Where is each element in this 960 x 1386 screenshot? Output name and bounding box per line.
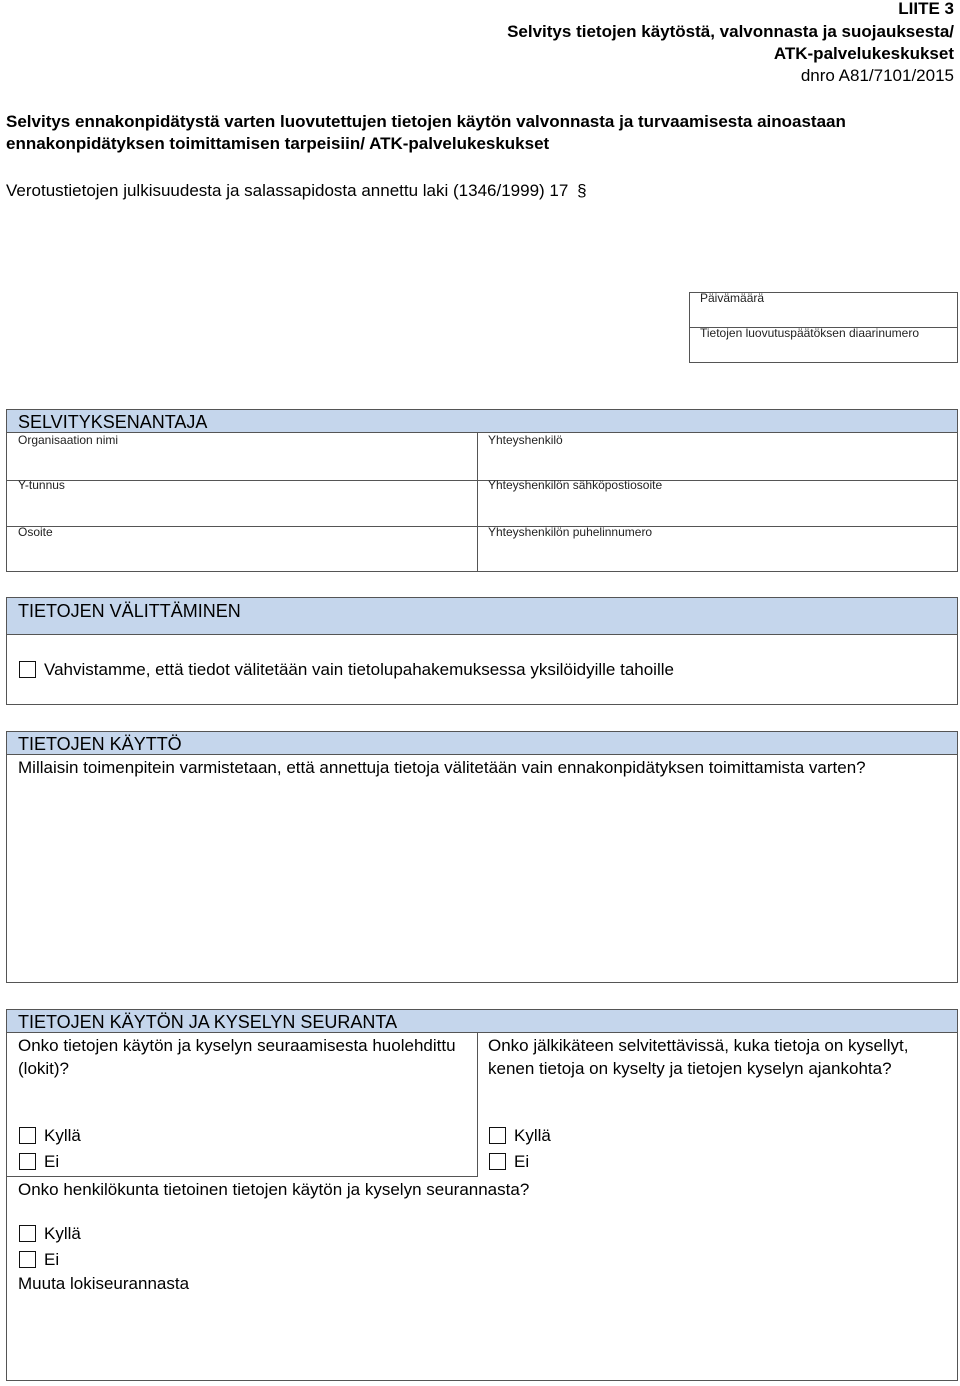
- contact-phone-label: Yhteyshenkilön puhelinnumero: [488, 525, 653, 539]
- staff-awareness-no-label: Ei: [44, 1250, 60, 1269]
- diary-number: dnro A81/7101/2015: [800, 66, 954, 85]
- retroactive-query-no-checkbox[interactable]: [489, 1153, 506, 1170]
- staff-awareness-question: Onko henkilökunta tietoinen tietojen käytön ja kyselyn seurannasta?: [18, 1180, 530, 1199]
- usage-answer-field[interactable]: [7, 805, 957, 982]
- org-name-label: Organisaation nimi: [18, 433, 119, 447]
- retroactive-query-question: Onko jälkikäteen selvitettävissä, kuka tietoja on kysellyt, kenen tietoja on kyselty ja tietojen kyselyn ajankohta?: [488, 1036, 909, 1078]
- attachment-number: LIITE 3: [898, 0, 954, 18]
- provider-section-header: [6, 409, 958, 433]
- provider-heading: SELVITYKSENANTAJA: [18, 412, 208, 432]
- log-monitoring-yes-checkbox[interactable]: [19, 1127, 36, 1144]
- law-reference-text: Verotustietojen julkisuudesta ja salassapidosta annettu laki (1346/1999) 17: [6, 181, 569, 200]
- document-title-line2: ATK-palvelukeskukset: [773, 44, 954, 63]
- transfer-confirm-checkbox[interactable]: [19, 661, 36, 678]
- retroactive-query-yes-checkbox[interactable]: [489, 1127, 506, 1144]
- section-symbol: §: [577, 181, 587, 200]
- page-title: Selvitys ennakonpidätystä varten luovutettujen tietojen käytön valvonnasta ja turvaamisesta ainoastaan ennakonpidätyksen toimittamisen tarpeisiin/ ATK-palvelukeskukset: [6, 112, 846, 153]
- diary-number-label: Tietojen luovutuspäätöksen diaarinumero: [700, 326, 920, 340]
- monitoring-heading: TIETOJEN KÄYTÖN JA KYSELYN SEURANTA: [18, 1012, 398, 1032]
- contact-email-label: Yhteyshenkilön sähköpostiosoite: [488, 478, 663, 492]
- staff-awareness-no-checkbox[interactable]: [19, 1251, 36, 1268]
- usage-section-header: [6, 731, 958, 755]
- transfer-confirm-label: Vahvistamme, että tiedot välitetään vain tietolupahakemuksessa yksilöidyille tahoille: [44, 660, 674, 679]
- org-name-field[interactable]: [7, 447, 475, 478]
- address-field[interactable]: [7, 540, 475, 571]
- log-monitoring-no-checkbox[interactable]: [19, 1153, 36, 1170]
- other-log-monitoring-label: Muuta lokiseurannasta: [18, 1274, 190, 1293]
- usage-heading: TIETOJEN KÄYTTÖ: [18, 734, 182, 754]
- business-id-field[interactable]: [7, 493, 475, 524]
- contact-email-field[interactable]: [478, 493, 956, 524]
- date-field[interactable]: [690, 293, 957, 326]
- contact-person-label: Yhteyshenkilö: [488, 433, 563, 447]
- log-monitoring-question: Onko tietojen käytön ja kyselyn seuraamisesta huolehdittu (lokit)?: [18, 1036, 456, 1078]
- retroactive-query-no-label: Ei: [514, 1152, 530, 1171]
- retroactive-query-yes-label: Kyllä: [514, 1126, 551, 1145]
- staff-awareness-yes-checkbox[interactable]: [19, 1225, 36, 1242]
- business-id-label: Y-tunnus: [18, 478, 65, 492]
- address-label: Osoite: [18, 525, 53, 539]
- document-title-line1: Selvitys tietojen käytöstä, valvonnasta ja suojauksesta/: [507, 22, 954, 41]
- transfer-box: [6, 634, 958, 705]
- log-monitoring-no-label: Ei: [44, 1152, 60, 1171]
- contact-phone-field[interactable]: [478, 540, 956, 571]
- contact-person-field[interactable]: [478, 447, 956, 478]
- log-monitoring-yes-label: Kyllä: [44, 1126, 81, 1145]
- date-label: Päivämäärä: [700, 291, 765, 305]
- usage-question: Millaisin toimenpitein varmistetaan, että annettuja tietoja välitetään vain ennakonpidätyksen toimittamista varten?: [18, 758, 866, 777]
- other-log-monitoring-field[interactable]: [7, 1296, 957, 1380]
- monitoring-section-header: [6, 1009, 958, 1033]
- staff-awareness-yes-label: Kyllä: [44, 1224, 81, 1243]
- law-reference: [6, 180, 587, 202]
- transfer-heading: TIETOJEN VÄLITTÄMINEN: [18, 601, 241, 621]
- transfer-section-header: [6, 597, 958, 635]
- diary-number-field[interactable]: [690, 327, 957, 362]
